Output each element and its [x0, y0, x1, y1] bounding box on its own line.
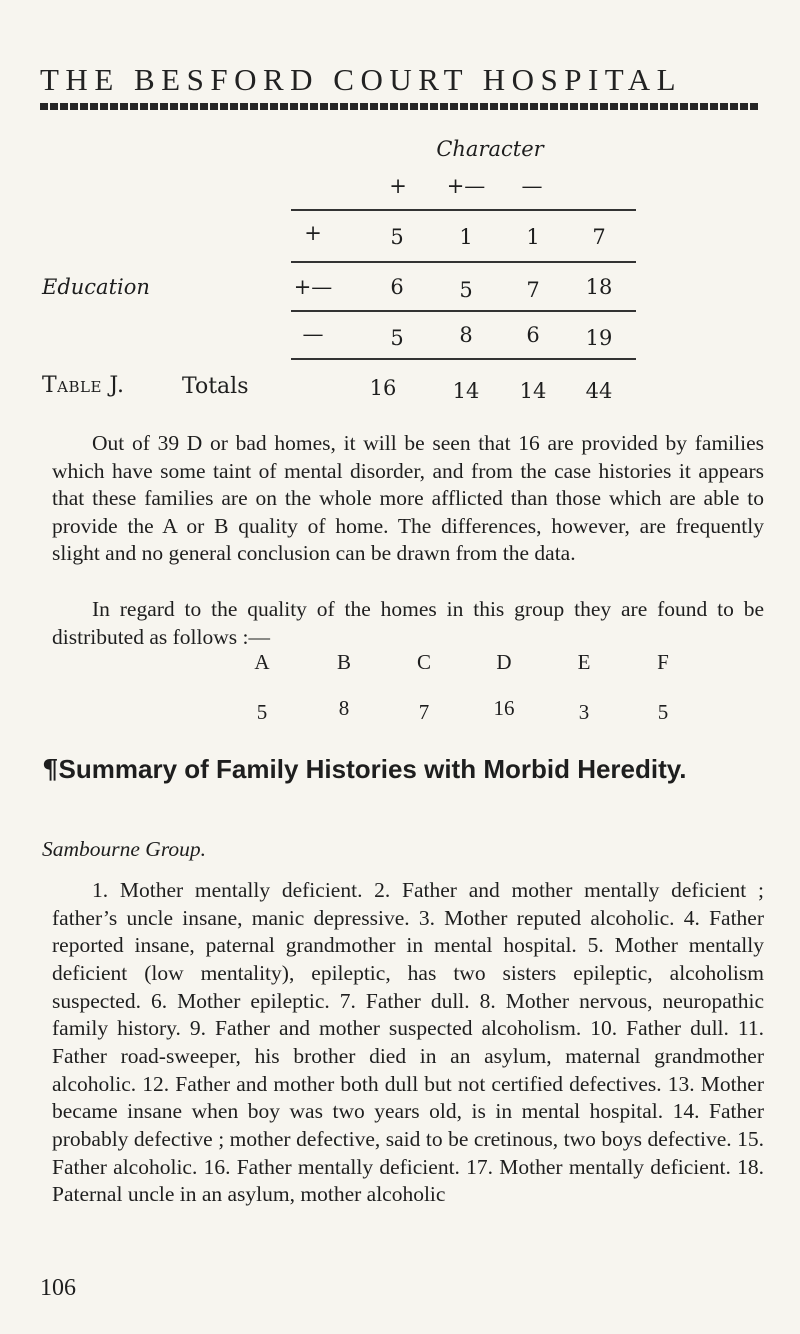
character-header: Character: [436, 137, 544, 161]
education-label: Education: [42, 275, 150, 299]
pilcrow-mark: ¶: [42, 755, 59, 785]
quality-letter: A: [254, 650, 270, 674]
quality-count: 5: [256, 700, 268, 724]
table-cell: 5: [459, 278, 473, 302]
table-cell: 6: [390, 275, 404, 299]
row-sign: —: [302, 322, 324, 346]
body-paragraph: Out of 39 D or bad homes, it will be seen that 16 are provided by families which have some taint of mental disorder, and from the case histories it appears that these families are on the whole more afflicted than those which are able to provide the A or B quality of home. The differences, however, are frequently slight and no general conclusion can be drawn from the data.: [52, 431, 764, 566]
running-head: THE BESFORD COURT HOSPITAL: [40, 62, 683, 97]
table-cell: 1: [526, 225, 540, 249]
page-number: 106: [40, 1275, 76, 1301]
quality-count: 8: [338, 696, 350, 720]
total-cell: 16: [369, 376, 397, 400]
section-heading-text: Summary of Family Histories with Morbid Heredity.: [58, 754, 687, 784]
table-cell: 7: [592, 225, 606, 249]
total-cell: 14: [452, 379, 480, 403]
quality-count: 5: [657, 700, 669, 724]
quality-letter: F: [657, 650, 669, 674]
table-cell: 8: [459, 323, 473, 347]
column-sign-minus: —: [521, 174, 543, 198]
body-paragraph: In regard to the quality of the homes in this group they are found to be distributed as follows :—: [52, 597, 764, 649]
quality-count: 7: [418, 700, 430, 724]
quality-letter: C: [416, 650, 431, 674]
table-label: Table J.: [42, 373, 125, 398]
quality-count: 16: [493, 696, 515, 720]
column-sign-plus-minus: +—: [446, 174, 486, 198]
table-cell: 19: [585, 326, 613, 350]
quality-count: 3: [578, 700, 590, 724]
distribution-table: [0, 650, 800, 730]
table-cell: 6: [526, 323, 540, 347]
table-cell: 1: [459, 225, 473, 249]
quality-letter: D: [496, 650, 512, 674]
row-sign: +—: [293, 275, 333, 299]
quality-letter: E: [577, 650, 591, 674]
table-cell: 5: [390, 225, 404, 249]
column-sign-plus: +: [389, 174, 407, 198]
table-rule: [291, 209, 636, 211]
section-heading: [42, 754, 762, 785]
total-cell: 14: [519, 379, 547, 403]
family-histories-paragraph: 1. Mother mentally deficient. 2. Father and mother mentally deficient ; father’s uncle insane, manic depressive. 3. Mother reputed alcoholic. 4. Father reported insane, paternal grandmother in mental hospital. 5. Mother mentally deficient (low mentality), epileptic, has two sisters epileptic, alcoholism suspected. 6. Mother epileptic. 7. Father dull. 8. Mother nervous, neuropathic family history. 9. Father and mother suspected alcoholism. 10. Father dull. 11. Father road-sweeper, his brother died in an asylum, maternal grandmother alcoholic. 12. Father and mother both dull but not certified defectives. 13. Mother became insane when boy was two years old, is in mental hospital. 14. Father probably defective ; mother defective, said to be cretinous, two boys defective. 15. Father alcoholic. 16. Father mentally deficient. 17. Mother mentally deficient. 18. Paternal uncle in an asylum, mother alcoholic: [52, 878, 764, 1207]
totals-label: Totals: [182, 374, 249, 399]
quality-letter: B: [336, 650, 351, 674]
table-rule: [291, 310, 636, 312]
total-cell: 44: [585, 379, 613, 403]
table-cell: 18: [585, 275, 613, 299]
row-sign: +: [304, 221, 322, 245]
table-cell: 7: [526, 278, 540, 302]
table-rule: [291, 261, 636, 263]
table-rule: [291, 358, 636, 360]
group-heading: Sambourne Group.: [42, 837, 207, 861]
table-cell: 5: [390, 326, 404, 350]
ornamental-rule: [40, 103, 760, 110]
